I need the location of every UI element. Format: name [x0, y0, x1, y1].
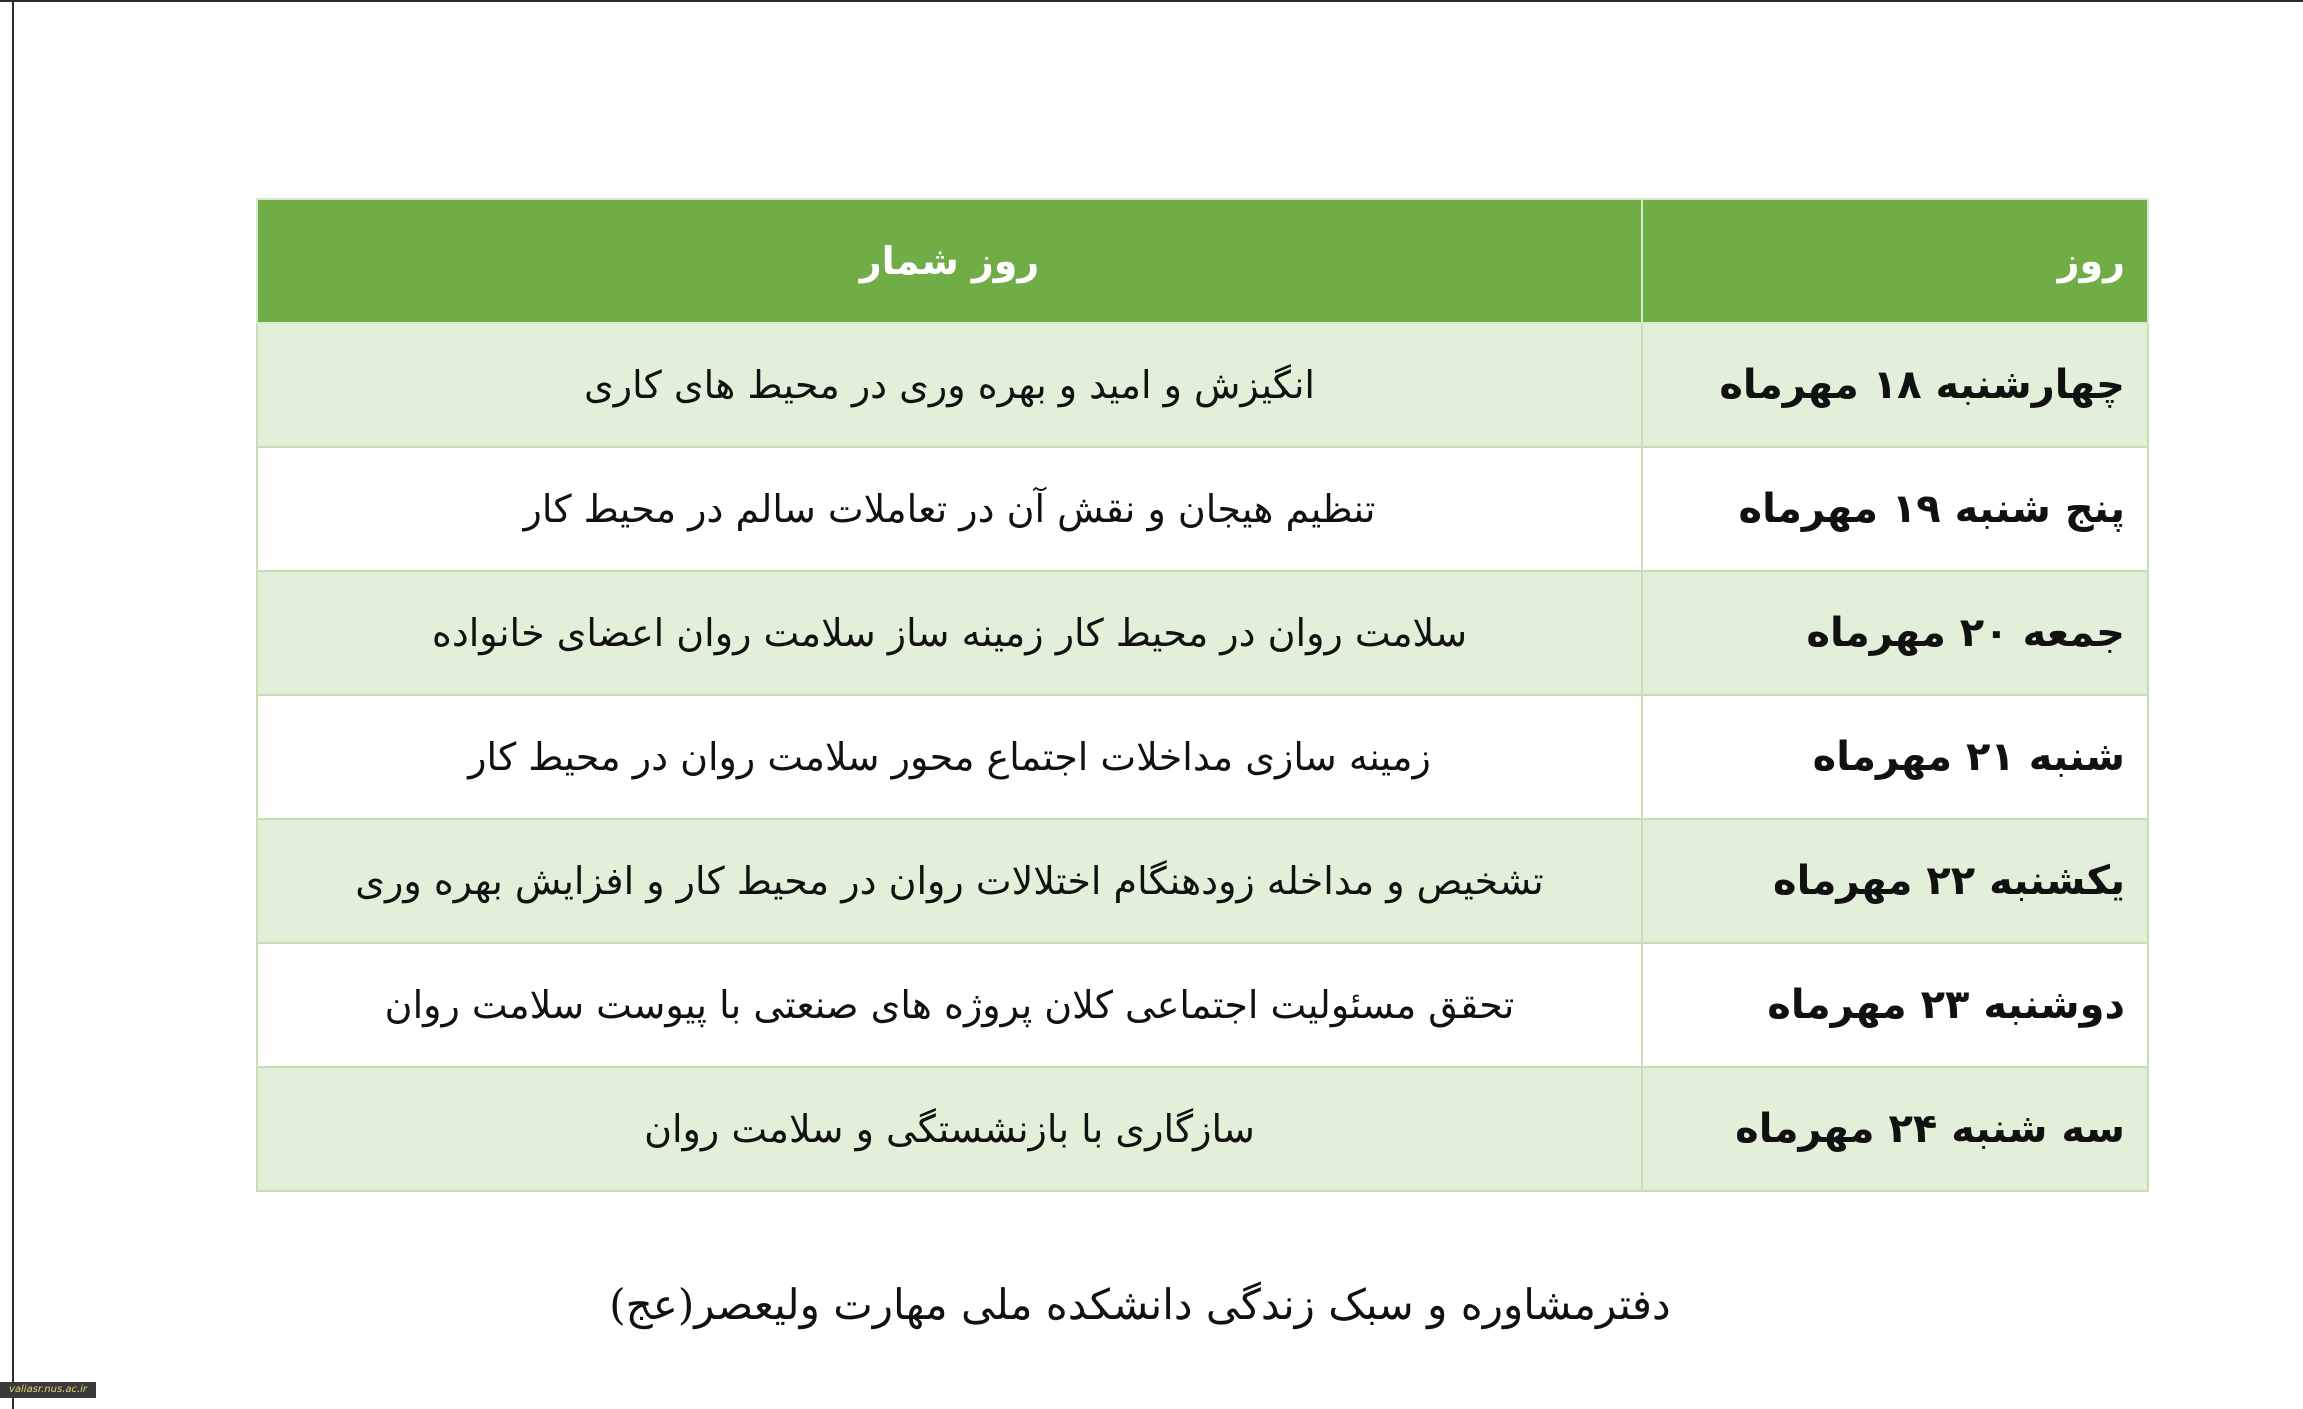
day-cell: چهارشنبه ۱۸ مهرماه	[1642, 323, 2148, 447]
watermark-link[interactable]: valiasr.nus.ac.ir	[0, 1382, 96, 1398]
schedule-table	[256, 198, 2149, 1192]
topic-cell: تحقق مسئولیت اجتماعی کلان پروژه های صنعتی با پیوست سلامت روان	[257, 943, 1642, 1067]
header-day: روز	[1642, 199, 2148, 323]
table-row	[257, 943, 2148, 1067]
topic-cell: سلامت روان در محیط کار زمینه ساز سلامت روان اعضای خانواده	[257, 571, 1642, 695]
day-cell: یکشنبه ۲۲ مهرماه	[1642, 819, 2148, 943]
table-row	[257, 447, 2148, 571]
frame-top-border	[0, 0, 2303, 2]
frame-left-border	[12, 0, 14, 1409]
table-header-row	[257, 199, 2148, 323]
table-row	[257, 1067, 2148, 1191]
topic-cell: تشخیص و مداخله زودهنگام اختلالات روان در محیط کار و افزایش بهره وری	[257, 819, 1642, 943]
day-cell: شنبه ۲۱ مهرماه	[1642, 695, 2148, 819]
topic-cell: تنظیم هیجان و نقش آن در تعاملات سالم در محیط کار	[257, 447, 1642, 571]
day-cell: سه شنبه ۲۴ مهرماه	[1642, 1067, 2148, 1191]
footer-caption: دفترمشاوره و سبک زندگی دانشکده ملی مهارت ولیعصر(عج)	[609, 1280, 1671, 1329]
day-cell: دوشنبه ۲۳ مهرماه	[1642, 943, 2148, 1067]
topic-cell: سازگاری با بازنشستگی و سلامت روان	[257, 1067, 1642, 1191]
topic-cell: زمینه سازی مداخلات اجتماع محور سلامت روان در محیط کار	[257, 695, 1642, 819]
header-topic: روز شمار	[257, 199, 1642, 323]
table-row	[257, 571, 2148, 695]
day-cell: جمعه ۲۰ مهرماه	[1642, 571, 2148, 695]
day-cell: پنج شنبه ۱۹ مهرماه	[1642, 447, 2148, 571]
table-row	[257, 323, 2148, 447]
table-row	[257, 695, 2148, 819]
table-row	[257, 819, 2148, 943]
topic-cell: انگیزش و امید و بهره وری در محیط های کاری	[257, 323, 1642, 447]
